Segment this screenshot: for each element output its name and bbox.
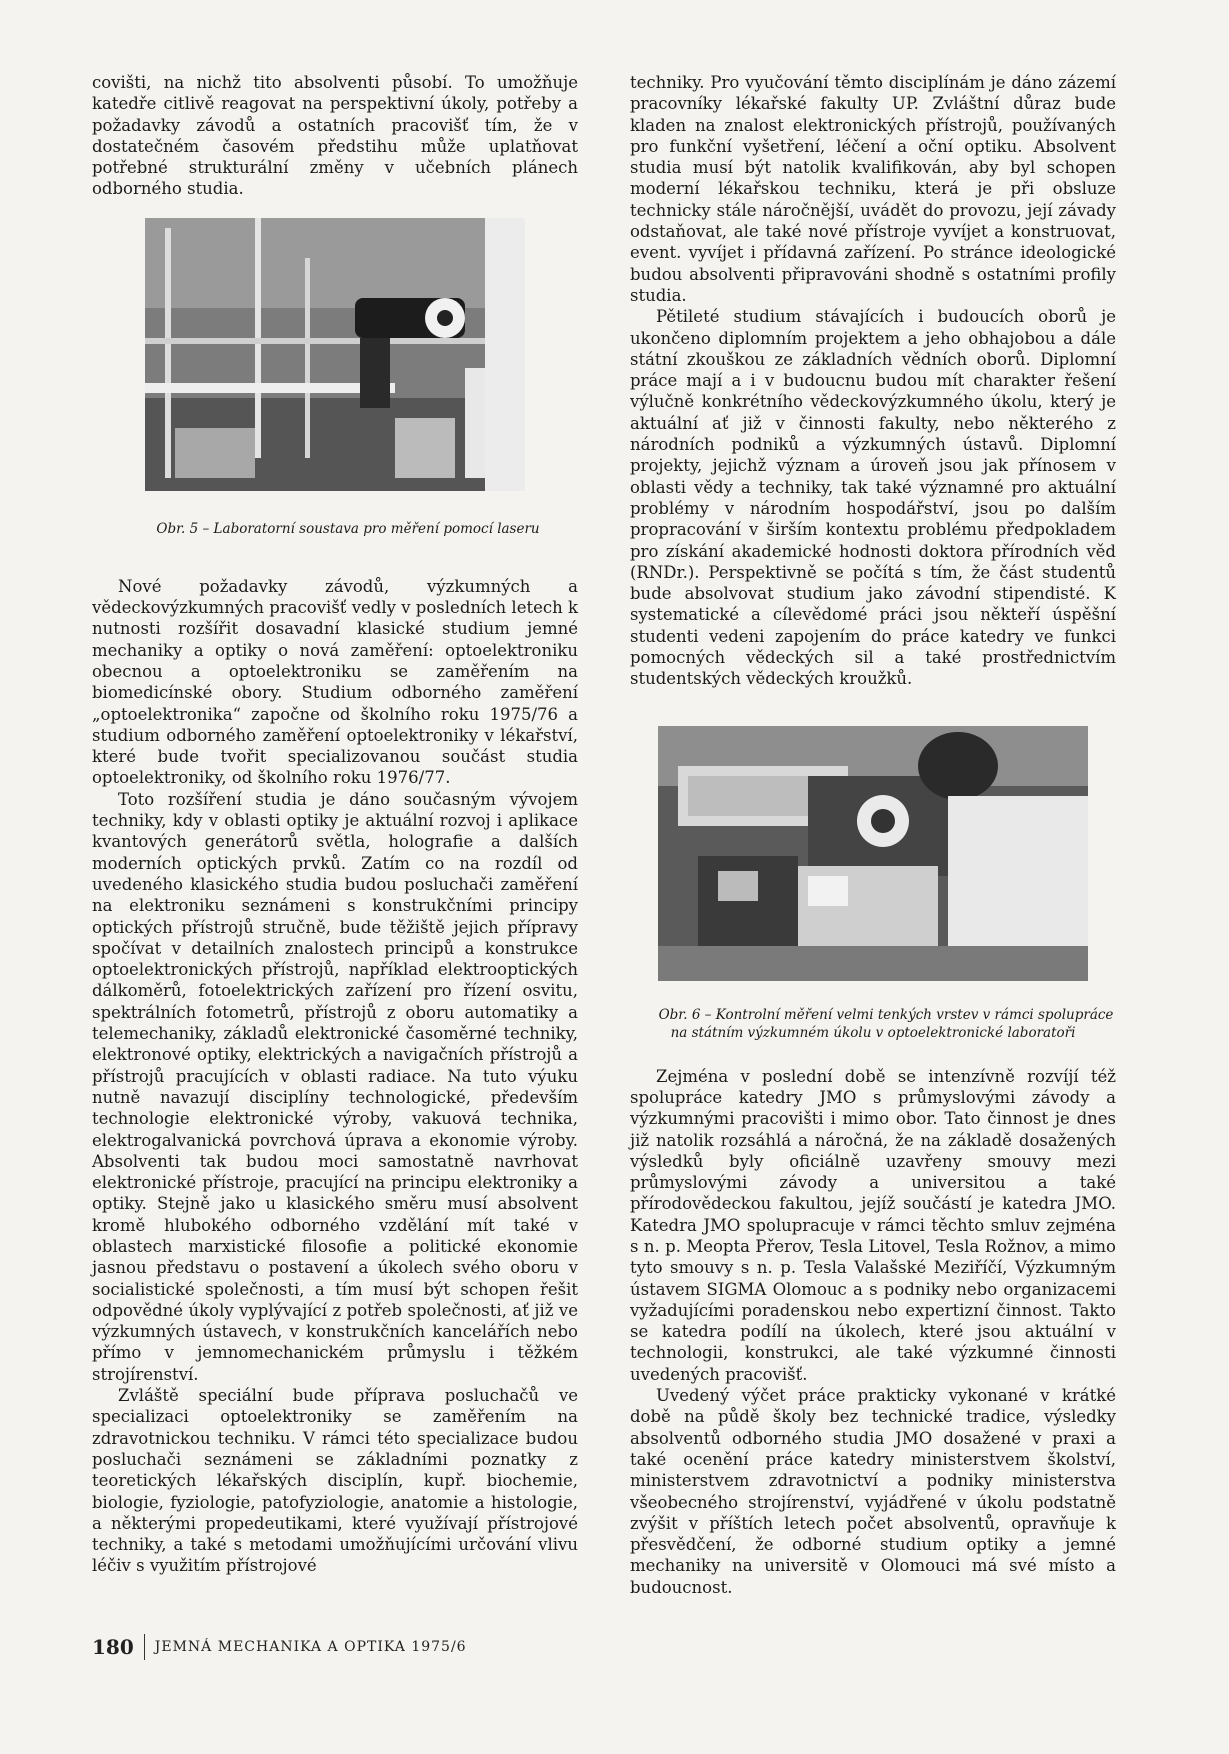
journal-name: JEMNÁ MECHANIKA A OPTIKA 1975/6 xyxy=(154,1639,467,1655)
figure-6-caption: Obr. 6 – Kontrolní měření velmi tenkých vrstev v rámci spolupráce na státním výzkumném úkolu v optoelektronické laboratoři xyxy=(658,1006,1114,1041)
right-column xyxy=(630,72,1116,1598)
paragraph: Nové požadavky závodů, výzkumných a vědeckovýzkumných pracovišť vedly v posledních letech k nutnosti rozšířit dosavadní klasické studium jemné mechaniky a optiky o nová zaměření: optoelektroniku obecnou a optoelektroniku se zaměřením na biomedicínské obory. Studium odborného zaměření „optoelektronika“ započne od školního roku 1975/76 a studium odborného zaměření optoelektroniky v lékařství, které bude tvořit specializovanou součást studia optoelektroniky, od školního roku 1976/77. xyxy=(92,576,578,788)
divider xyxy=(144,1634,145,1660)
paragraph: Toto rozšíření studia je dáno současným vývojem techniky, kdy v oblasti optiky je aktuální rozvoj i aplikace kvantových generátorů světla, holografie a dalších moderních optických prvků. Zatím co na rozdíl od uvedeného klasického studia budou posluchači zaměření na elektroniku seznámeni s konstrukčními principy optických přístrojů stručně, bude těžiště jejich přípravy spočívat v detailních znalostech principů a konstrukce optoelektronických přístrojů, například elektrooptických dálkoměrů, fotoelektrických zařízení pro řízení osvitu, spektrálních fotometrů, přístrojů z oboru automatiky a telemechaniky, základů elektronické časoměrné techniky, elektronové optiky, elektrických a navigačních přístrojů a přístrojů pracujících v oblasti radiace. Na tuto výuku nutně navazují disciplíny technologické, především technologie elektronické výroby, vakuová technika, elektrogalvanická povrchová úprava a ekonomie výroby. Absolventi tak budou moci samostatně navrhovat elektronické přístroje, pracující na principu elektroniky a optiky. Stejně jako u klasického směru musí absolvent kromě hlubokého odborného vzdělání mít také v oblastech marxistické filosofie a politické ekonomie jasnou představu o postavení a úkolech svého oboru v socialistické společnosti, a tím musí být schopen řešit odpovědné úkoly vyplývající z potřeb společnosti, ať již ve výzkumných ústavech, v konstrukčních kancelářích nebo přímo v jemnomechanickém průmyslu i těžkém strojírenství. xyxy=(92,789,578,1384)
page-number: 180 xyxy=(92,1635,134,1659)
figure-5-photo xyxy=(145,218,525,491)
paragraph: Pětileté studium stávajících i budoucích oborů je ukončeno diplomním projektem a jeho obhajobou a dále státní zkouškou ze základních vědních oborů. Diplomní práce mají a i v budoucnu budou mít charakter řešení výlučně konkrétního vědeckovýzkumného úkolu, který je aktuální ať již v činnosti fakulty, nebo některého z národních podniků a výzkumných ústavů. Diplomní projekty, jejichž význam a úroveň jsou jak přínosem v oblasti vědy a techniky, tak také významné pro aktuální problémy v národním hospodářství, jsou po dalším propracování v širším kontextu problému předpokladem pro získání akademické hodnosti doktora přírodních věd (RNDr.). Perspektivně se počítá s tím, že část studentů bude absolvovat studium jako závodní stipendisté. K systematické a cílevědomé práci jsou někteří úspěšní studenti vedeni zapojením do práce katedry ve funkci pomocných vědeckých sil a také prostřednictvím studentských vědeckých kroužků. xyxy=(630,307,1116,689)
page-footer xyxy=(92,1634,467,1660)
figure-6-photo xyxy=(658,726,1088,981)
left-column xyxy=(92,72,578,1577)
paragraph: Zejména v poslední době se intenzívně rozvíjí též spolupráce katedry JMO s průmyslovými závody a výzkumnými pracovišti i mimo obor. Tato činnost je dnes již natolik rozsáhlá a náročná, že na základě dosažených výsledků byly oficiálně uzavřeny smouvy mezi průmyslovými závody a universitou a také přírodovědeckou fakultou, jejíž součástí je katedra JMO. Katedra JMO spolupracuje v rámci těchto smluv zejména s n. p. Meopta Přerov, Tesla Litovel, Tesla Rožnov, a mimo tyto smouvy s n. p. Tesla Valašské Meziříčí, Výzkumným ústavem SIGMA Olomouc a s podniky nebo organizacemi vyžadujícími poradenskou nebo expertizní činnost. Takto se katedra podílí na úkolech, které jsou aktuální v technologii, konstrukci, ale také výzkumné činnosti uvedených pracovišť. xyxy=(630,1066,1116,1384)
paragraph: Zvláště speciální bude příprava posluchačů ve specializaci optoelektroniky se zaměřením na zdravotnickou techniku. V rámci této specializace budou posluchači seznámeni se základními poznatky z teoretických lékařských disciplín, kupř. biochemie, biologie, fyziologie, patofyziologie, anatomie a histologie, a některými propedeutikami, které využívají přístrojové techniky, a také s metodami umožňujícími určování vlivu léčiv s využitím přístrojové xyxy=(92,1386,578,1576)
paragraph: covišti, na nichž tito absolventi působí. To umožňuje katedře citlivě reagovat na perspektivní úkoly, potřeby a požadavky závodů a ostatních pracovišť tím, že v dostatečném časovém předstihu může uplatňovat potřebné strukturální změny v učebních plánech odborného studia. xyxy=(92,73,578,199)
paragraph: techniky. Pro vyučování těmto disciplínám je dáno zázemí pracovníky lékařské fakulty UP. Zvláštní důraz bude kladen na znalost elektronických přístrojů, používaných pro funkční vyšetření, léčení a oční optiku. Absolvent studia musí být natolik kvalifikován, aby byl schopen moderní lékařskou techniku, která je při obsluze technicky stále náročnější, uvádět do provozu, její závady odstaňovat, ale také nové přístroje vyvíjet a konstruovat, event. vyvíjet i přídavná zařízení. Po stránce ideologické budou absolventi připravováni shodně s ostatními profily studia. xyxy=(630,73,1116,305)
paragraph: Uvedený výčet práce prakticky vykonané v krátké době na půdě školy bez technické tradice, výsledky absolventů odborného studia JMO dosažené v praxi a také ocenění práce katedry ministerstvem školství, ministerstvem zdravotnictví a podniky ministerstva všeobecného strojírenství, vyjádřené v úkolu podstatně zvýšit v příštích letech počet absolventů, opravňuje k přesvědčení, že odborné studium optiky a jemné mechaniky na universitě v Olomouci má své místo a budoucnost. xyxy=(630,1386,1116,1597)
figure-5-caption: Obr. 5 – Laboratorní soustava pro měření pomocí laseru xyxy=(156,520,540,537)
